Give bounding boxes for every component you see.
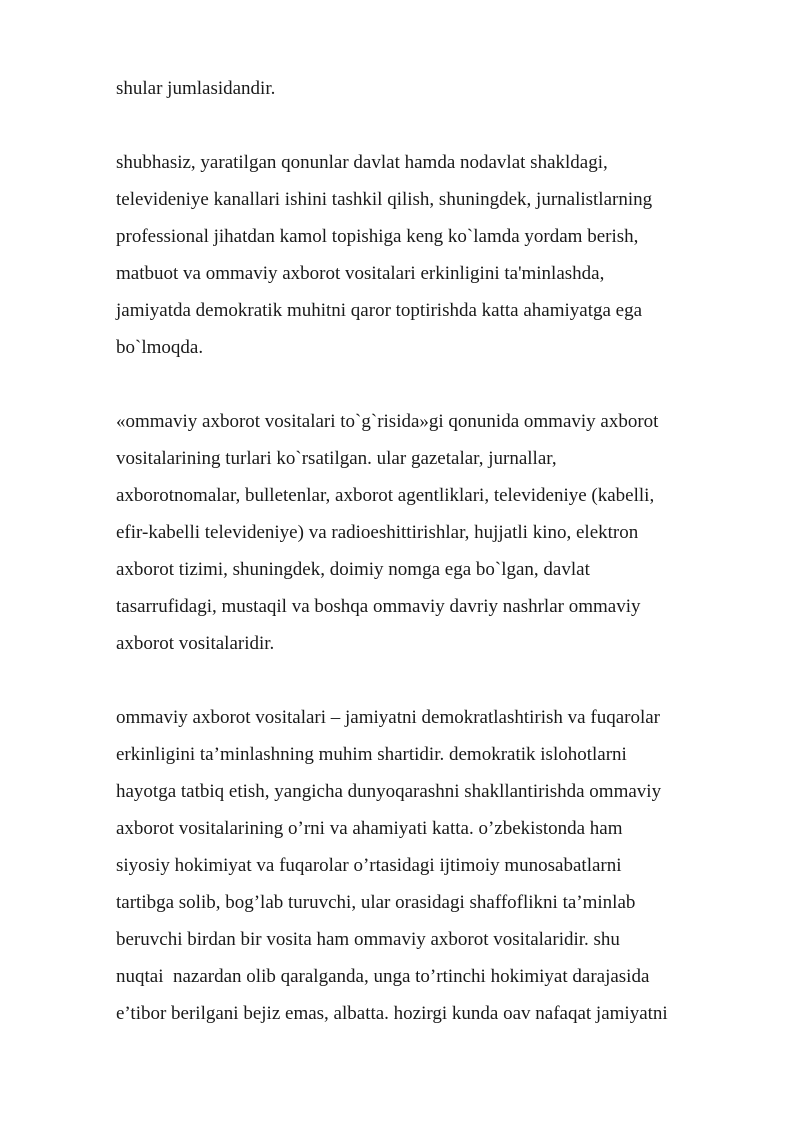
paragraph	[116, 70, 756, 107]
text-line: vositalarining turlari ko`rsatilgan. ular gazetalar, jurnallar,	[116, 448, 557, 469]
text-line: televideniye kanallari ishini tashkil qilish, shuningdek, jurnalistlarning	[116, 189, 653, 210]
text-line: efir-kabelli televideniye) va radioeshittirishlar, hujjatli kino, elektron	[116, 522, 639, 543]
paragraph	[116, 403, 756, 662]
document-page	[116, 70, 756, 1032]
paragraph	[116, 144, 756, 366]
text-line: axborot vositalaridir.	[116, 633, 275, 654]
text-line: bo`lmoqda.	[116, 337, 204, 358]
text-line: matbuot va ommaviy axborot vositalari erkinligini ta'minlashda,	[116, 263, 605, 284]
text-line: ommaviy axborot vositalari – jamiyatni demokratlashtirish va fuqarolar	[116, 707, 660, 728]
text-line: tartibga solib, bog’lab turuvchi, ular orasidagi shaffoflikni ta’minlab	[116, 892, 636, 913]
text-line: jamiyatda demokratik muhitni qaror toptirishda katta ahamiyatga ega	[116, 300, 643, 321]
paragraph-spacer	[116, 366, 756, 403]
text-line: shubhasiz, yaratilgan qonunlar davlat hamda nodavlat shakldagi,	[116, 152, 608, 173]
text-line: siyosiy hokimiyat va fuqarolar o’rtasidagi ijtimoiy munosabatlarni	[116, 855, 622, 876]
paragraph-spacer	[116, 107, 756, 144]
text-line: nuqtai nazardan olib qaralganda, unga to’rtinchi hokimiyat darajasida	[116, 966, 650, 987]
text-line: professional jihatdan kamol topishiga keng ko`lamda yordam berish,	[116, 226, 639, 247]
paragraph-spacer	[116, 662, 756, 699]
text-line: tasarrufidagi, mustaqil va boshqa ommaviy davriy nashrlar ommaviy	[116, 596, 641, 617]
text-line: axborotnomalar, bulletenlar, axborot agentliklari, televideniye (kabelli,	[116, 485, 655, 506]
text-line: hayotga tatbiq etish, yangicha dunyoqarashni shakllantirishda ommaviy	[116, 781, 662, 802]
text-line: axborot vositalarining o’rni va ahamiyati katta. o’zbekistonda ham	[116, 818, 623, 839]
paragraph	[116, 699, 756, 1032]
text-line: beruvchi birdan bir vosita ham ommaviy axborot vositalaridir. shu	[116, 929, 620, 950]
text-line: shular jumlasidandir.	[116, 78, 276, 99]
text-line: e’tibor berilgani bejiz emas, albatta. hozirgi kunda oav nafaqat jamiyatni	[116, 1003, 668, 1024]
text-line: axborot tizimi, shuningdek, doimiy nomga ega bo`lgan, davlat	[116, 559, 590, 580]
text-line: «ommaviy axborot vositalari to`g`risida»gi qonunida ommaviy axborot	[116, 411, 659, 432]
text-line: erkinligini ta’minlashning muhim shartidir. demokratik islohotlarni	[116, 744, 627, 765]
